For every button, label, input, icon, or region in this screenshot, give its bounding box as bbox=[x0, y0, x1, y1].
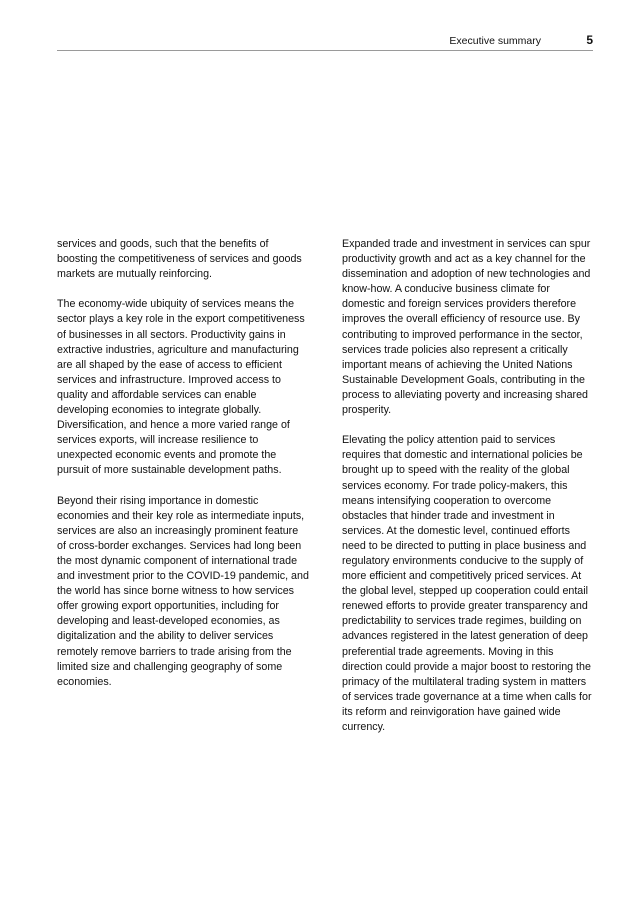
paragraph: services and goods, such that the benefits of boosting the competitiveness of services and goods markets are mutually reinforcing. bbox=[57, 238, 302, 281]
section-label: Executive summary bbox=[449, 35, 541, 47]
right-text-column bbox=[342, 237, 594, 750]
paragraph: Beyond their rising importance in domestic economies and their key role as intermediate inputs, services are also an increasingly prominent feature of cross-border exchanges. Services had long been the most dynamic component of international trade and investment prior to the COVID-19 pandemic, and the world has since borne witness to how services offer growing export opportunities, including for developing and least-developed economies, as digitalization and the ability to deliver services remotely remove barriers to trade arising from the limited size and challenging geography of some economies. bbox=[57, 494, 309, 688]
left-text-column bbox=[57, 237, 309, 705]
paragraph: Elevating the policy attention paid to services requires that domestic and international policies be brought up to speed with the reality of the global services economy. For trade policy-makers, this means intensifying cooperation to overcome obstacles that hinder trade and investment in services. At the domestic level, continued efforts need to be directed to putting in place business and regulatory environments conducive to the supply of more efficient and competitively priced services. At the global level, stepped up cooperation could entail renewed efforts to provide greater transparency and predictability to services trade regimes, building on advances registered in the latest generation of deep preferential trade agreements. Moving in this direction could provide a major boost to restoring the primacy of the multilateral trading system in matters of services trade governance at a time when calls for its reform and reinvigoration have gained wide currency. bbox=[342, 434, 592, 733]
paragraph: Expanded trade and investment in services can spur productivity growth and act as a key channel for the dissemination and adoption of new technologies and know-how. A conducive business climate for domestic and foreign services providers therefore improves the overall efficiency of resource use. By contributing to improved performance in the sector, services trade policies also represent a critically important means of achieving the United Nations Sustainable Development Goals, contributing in the process to alleviating poverty and increasing shared prosperity. bbox=[342, 238, 591, 417]
paragraph: The economy-wide ubiquity of services means the sector plays a key role in the export competitiveness of businesses in all sectors. Productivity gains in extractive industries, agriculture and manufacturing are all shaped by the ease of access to efficient services and infrastructure. Improved access to quality and affordable services can enable developing economies to integrate globally. Diversification, and hence a more varied range of services exports, will increase resilience to unexpected economic events and promote the pursuit of more sustainable development paths. bbox=[57, 298, 305, 477]
page-header bbox=[57, 34, 593, 50]
header-divider bbox=[57, 50, 593, 51]
page-number: 5 bbox=[586, 33, 593, 47]
